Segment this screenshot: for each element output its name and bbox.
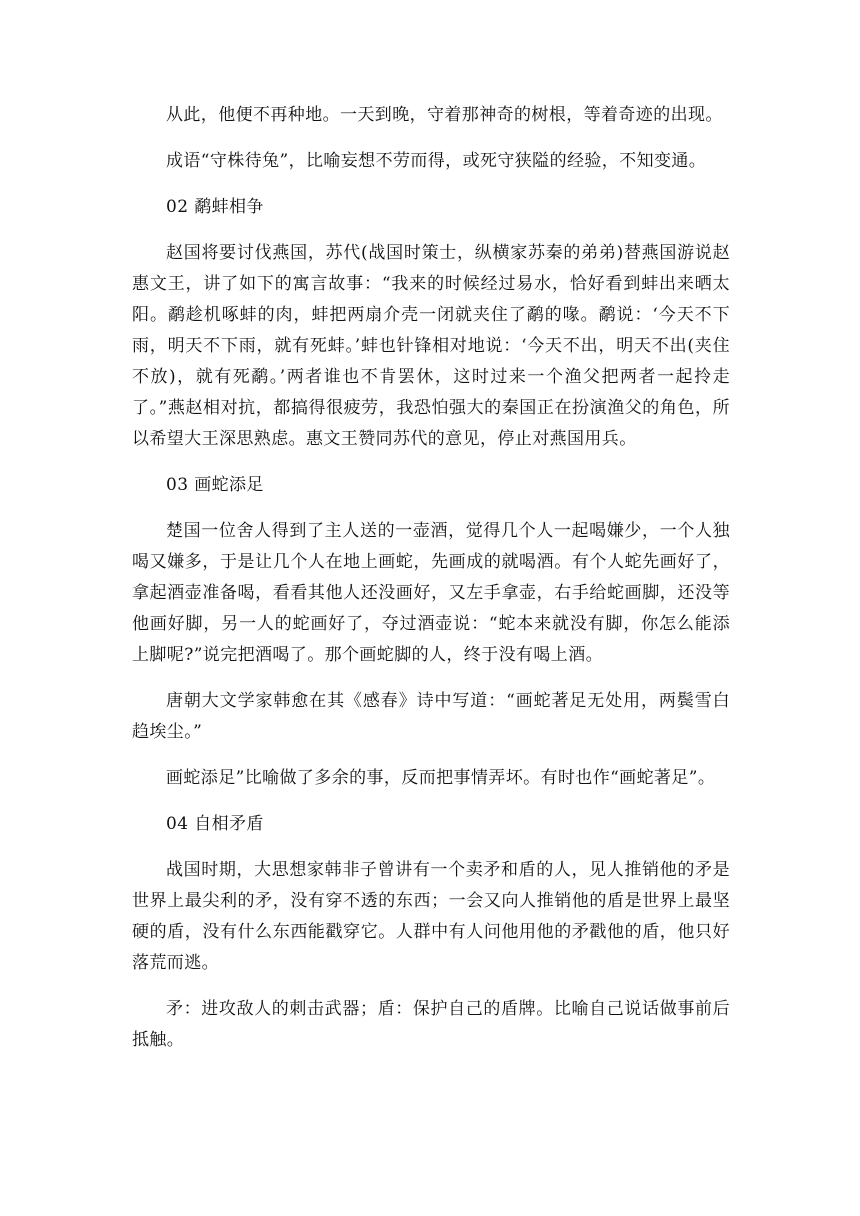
document-body	[132, 100, 730, 1071]
paragraph: 成语“守株待兔”，比喻妄想不劳而得，或死守狭隘的经验，不知变通。	[166, 151, 707, 171]
paragraph: 楚国一位舍人得到了主人送的一壶酒，觉得几个人一起喝嫌少，一个人独喝又嫌多，于是让几个人在地上画蛇，先画成的就喝酒。有个人蛇先画好了，拿起酒壶准备喝，看看其他人还没画好，又左手拿壶，右手给蛇画脚，还没等他画好脚，另一人的蛇画好了，夺过酒壶说：“蛇本来就没有脚，你怎么能添上脚呢?”说完把酒喝了。那个画蛇脚的人，终于没有喝上酒。	[132, 521, 730, 665]
paragraph: 从此，他便不再种地。一天到晚，守着那神奇的树根，等着奇迹的出现。	[166, 105, 723, 125]
paragraph: 赵国将要讨伐燕国，苏代(战国时策士，纵横家苏秦的弟弟)替燕国游说赵惠文王，讲了如下的寓言故事：“我来的时候经过易水，恰好看到蚌出来晒太阳。鹬趁机啄蚌的肉，蚌把两扇介壳一闭就夹住了鹬的喙。鹬说：‘今天不下雨，明天不下雨，就有死蚌。’蚌也针锋相对地说：‘今天不出，明天不出(夹住不放)，就有死鹬。’两者谁也不肯罢休，这时过来一个渔父把两者一起拎走了。”燕赵相对抗，都搞得很疲劳，我恐怕强大的秦国正在扮演渔父的角色，所以希望大王深思熟虑。惠文王赞同苏代的意见，停止对燕国用兵。	[132, 243, 730, 449]
paragraph: 战国时期，大思想家韩非子曾讲有一个卖矛和盾的人，见人推销他的矛是世界上最尖利的矛，没有穿不透的东西；一会又向人推销他的盾是世界上最坚硬的盾，没有什么东西能戳穿它。人群中有人问他用他的矛戳他的盾，他只好落荒而逃。	[132, 860, 730, 973]
paragraph: 矛：进攻敌人的刺击武器；盾：保护自己的盾牌。比喻自己说话做事前后抵触。	[132, 999, 730, 1050]
section-heading: 03 画蛇添足	[166, 475, 264, 495]
paragraph: 画蛇添足”比喻做了多余的事，反而把事情弄坏。有时也作“画蛇著足”。	[166, 768, 716, 788]
section-heading: 04 自相矛盾	[166, 814, 264, 834]
section-heading: 02 鹬蚌相争	[166, 197, 264, 217]
paragraph: 唐朝大文学家韩愈在其《感春》诗中写道：“画蛇著足无处用，两鬓雪白趋埃尘。”	[132, 691, 730, 742]
